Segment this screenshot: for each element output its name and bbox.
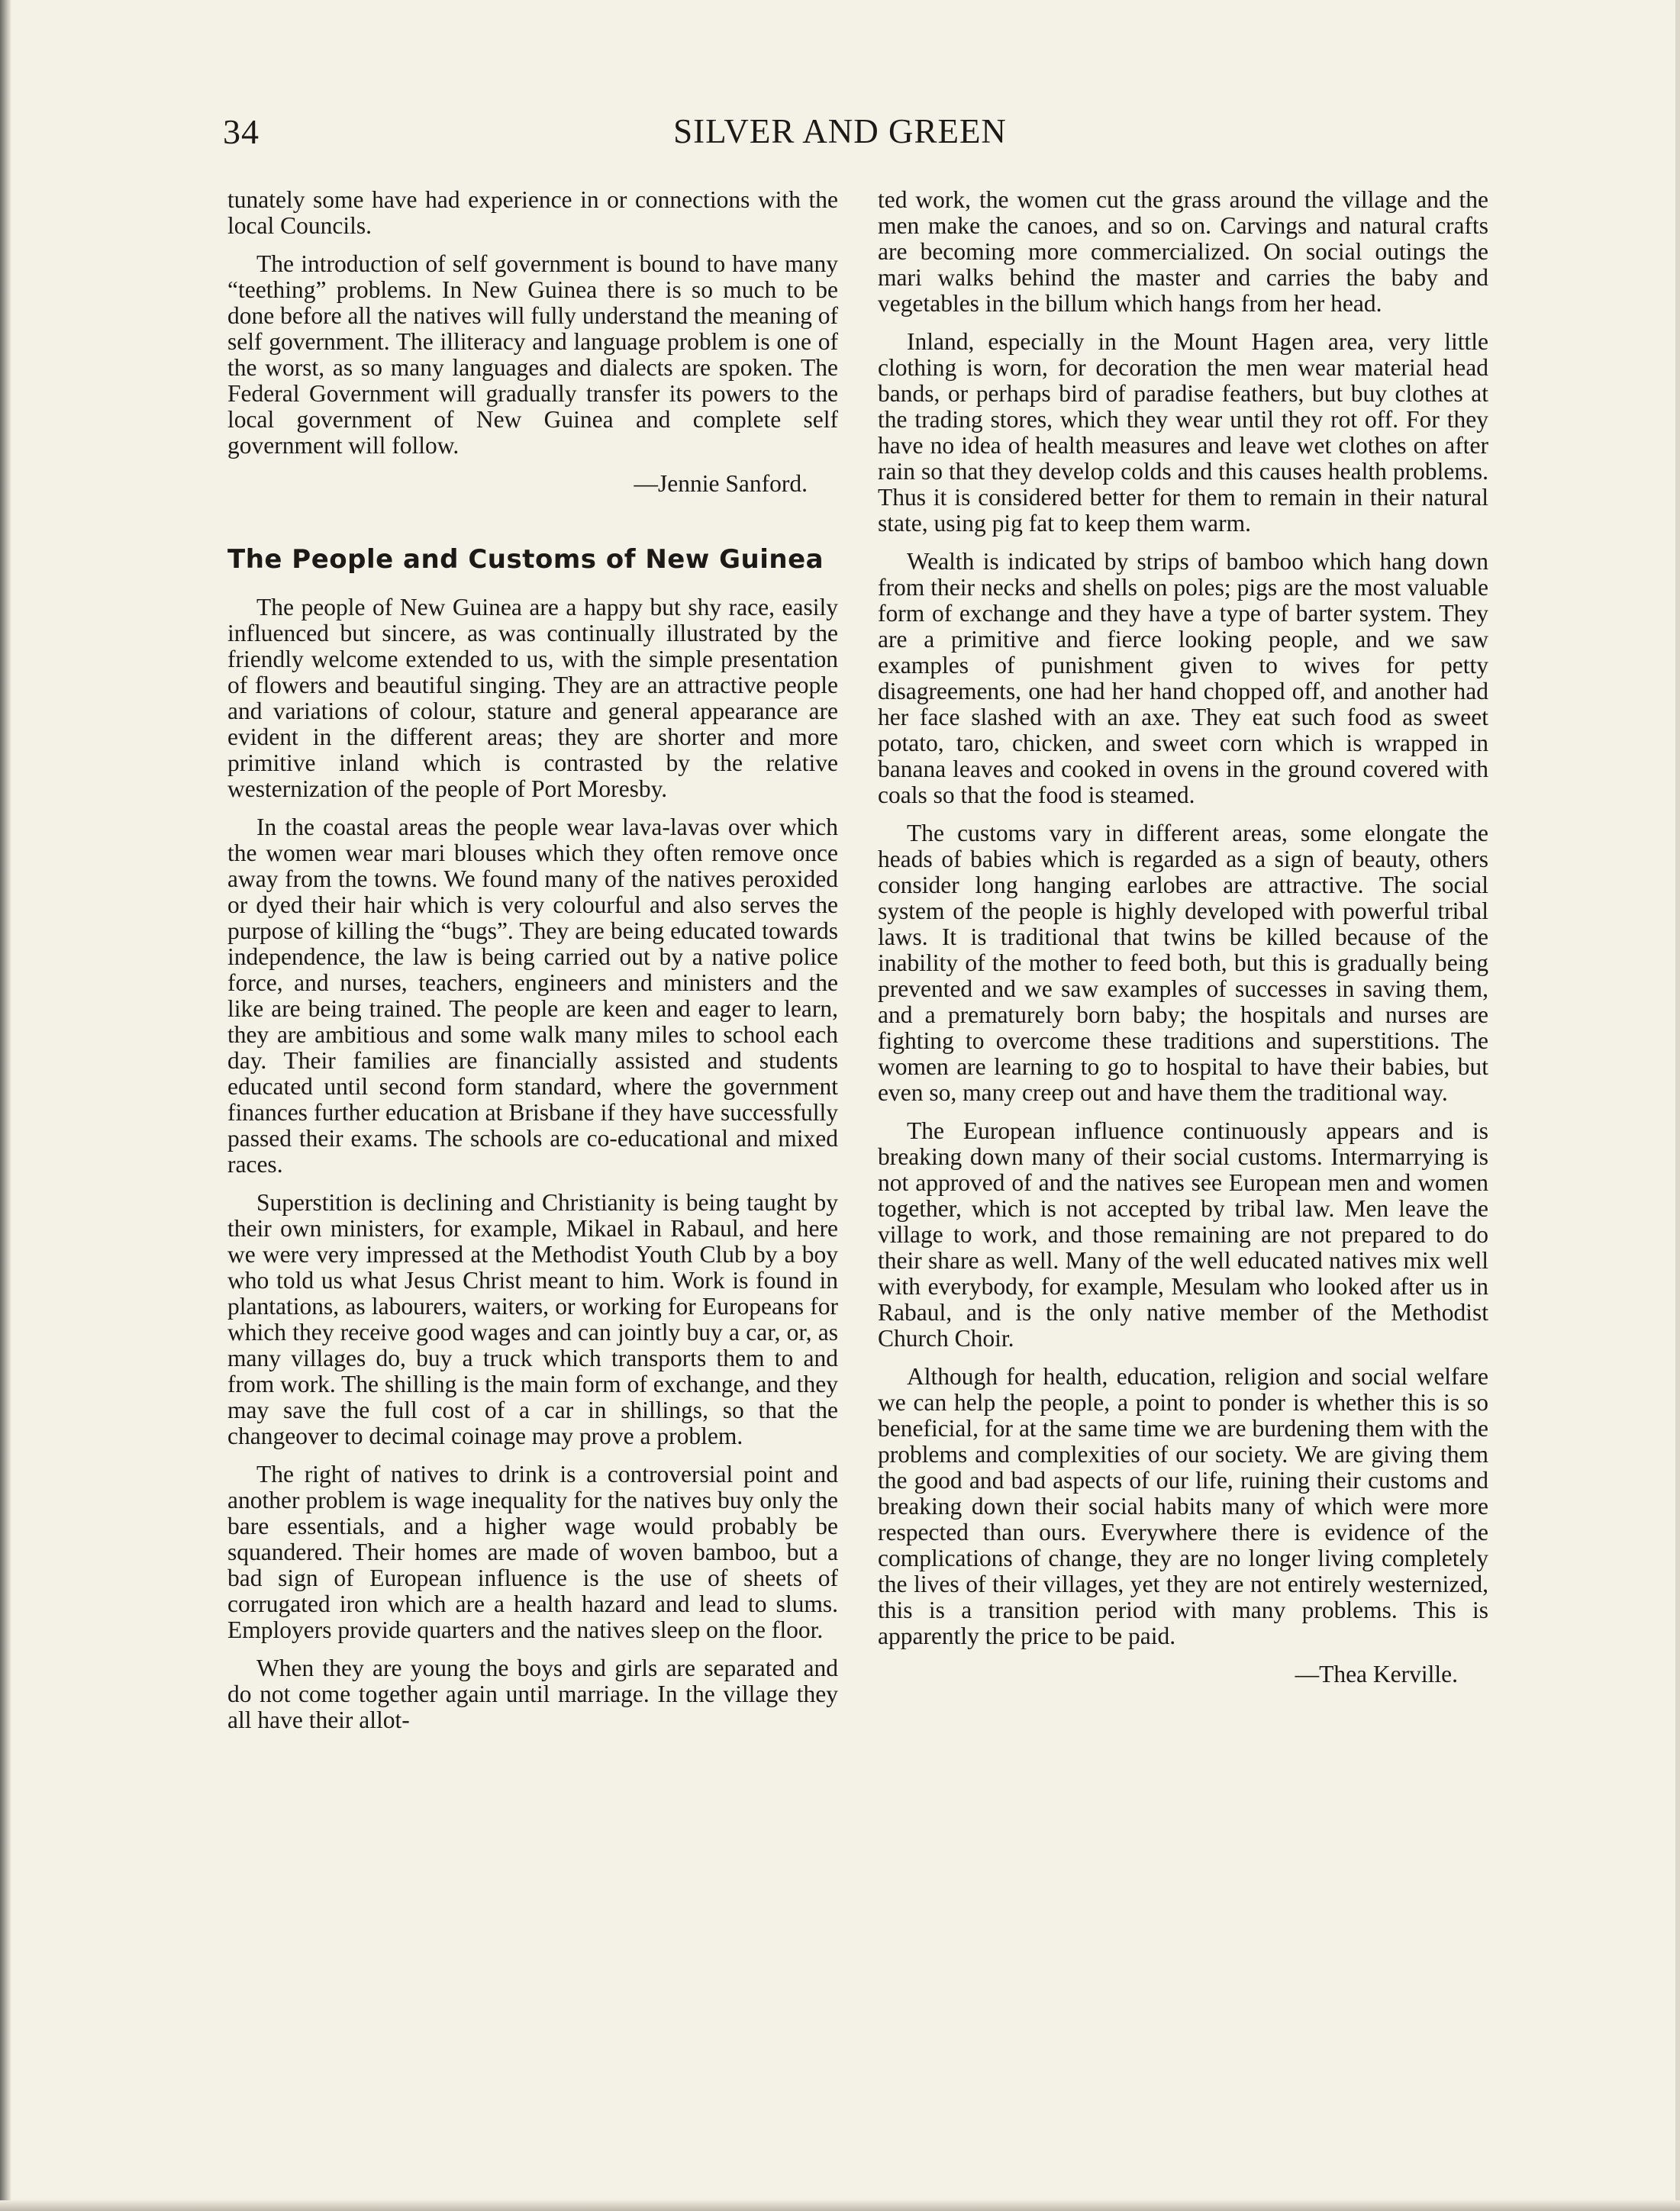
right-column — [878, 187, 1488, 1687]
author-signature: —Thea Kerville. — [1295, 1661, 1458, 1687]
running-title: SILVER AND GREEN — [673, 112, 1007, 150]
paragraph: The European influence continuously appears and is breaking down many of their social customs. Intermarrying is not approved of and the natives see European men and women together, which is not accepted by tribal law. Men leave the village to work, and those remaining are not prepared to do their share as well. Many of the well educated natives mix well with everybody, for example, Mesulam who looked after us in Rabaul, and is the only native member of the Methodist Church Choir. — [878, 1117, 1488, 1352]
paragraph: When they are young the boys and girls are separated and do not come together again until marriage. In the village they all have their allot- — [227, 1655, 838, 1733]
paragraph: Although for health, education, religion and social welfare we can help the people, a point to ponder is whether this is so beneficial, for at the same time we are burdening them with the problems and complexities of our society. We are giving them the good and bad aspects of our life, ruining their customs and breaking down their social habits many of which were more respected than ours. Everywhere there is evidence of the complications of change, they are no longer living completely the lives of their villages, yet they are not entirely westernized, this is a transition period with many problems. This is apparently the price to be paid. — [878, 1363, 1488, 1649]
paragraph: The people of New Guinea are a happy but shy race, easily influenced but sincere, as was continually illustrated by the friendly welcome extended to us, with the simple presentation of flowers and beautiful singing. They are an attractive people and variations of colour, stature and general appearance are evident in the different areas; they are shorter and more primitive inland which is contrasted by the relative westernization of the people of Port Moresby. — [227, 594, 838, 802]
paragraph: Inland, especially in the Mount Hagen area, very little clothing is worn, for decoration the men wear material head bands, or perhaps bird of paradise feathers, but buy clothes at the trading stores, which they wear until they rot off. For they have no idea of health measures and leave wet clothes on after rain so that they develop colds and this causes health problems. Thus it is considered better for them to remain in their natural state, using pig fat to keep them warm. — [878, 328, 1488, 537]
page-number: 34 — [223, 112, 260, 151]
page-edge — [1675, 0, 1680, 2211]
paragraph: Wealth is indicated by strips of bamboo which hang down from their necks and shells on poles; pigs are the most valuable form of exchange and they have a type of barter system. They are a primitive and fierce looking people, and we saw examples of punishment given to wives for petty disagreements, one had her hand chopped off, and another had her face slashed with an axe. They eat such food as sweet potato, taro, chicken, and sweet corn which is wrapped in banana leaves and cooked in ovens in the ground covered with coals so that the food is steamed. — [878, 548, 1488, 808]
paragraph: The introduction of self government is bound to have many “teething” problems. In New Guinea there is so much to be done before all the natives will fully understand the meaning of self government. The illiteracy and language problem is one of the worst, as so many languages and dialects are spoken. The Federal Government will gradually transfer its powers to the local government of New Guinea and complete self government will follow. — [227, 250, 838, 459]
paragraph: The customs vary in different areas, some elongate the heads of babies which is regarded as a sign of beauty, others consider long hanging earlobes are attractive. The social system of the people is highly developed with powerful tribal laws. It is traditional that twins be killed because of the inability of the mother to feed both, but this is gradually being prevented and we saw examples of successes in saving them, and a prematurely born baby; the hospitals and nurses are fighting to overcome these traditions and superstitions. The women are learning to go to hospital to have their babies, but even so, many creep out and have them the traditional way. — [878, 820, 1488, 1106]
page-bottom-edge — [0, 2200, 1680, 2211]
book-spine-shadow — [0, 0, 11, 2211]
paragraph: In the coastal areas the people wear lava-lavas over which the women wear mari blouses which they often remove once away from the towns. We found many of the natives peroxided or dyed their hair which is very colourful and also serves the purpose of killing the “bugs”. They are being educated towards independence, the law is being carried out by a native police force, and nurses, teachers, engineers and ministers and the like are being trained. The people are keen and eager to learn, they are ambitious and some walk many miles to school each day. Their families are financially assisted and students educated until second form standard, where the government finances further education at Brisbane if they have successfully passed their exams. The schools are co-educational and mixed races. — [227, 814, 838, 1178]
paragraph: tunately some have had experience in or connections with the local Councils. — [227, 186, 838, 239]
paragraph: Superstition is declining and Christianity is being taught by their own ministers, for example, Mikael in Rabaul, and here we were very impressed at the Methodist Youth Club by a boy who told us what Jesus Christ meant to him. Work is found in plantations, as labourers, waiters, or working for Europeans for which they receive good wages and can jointly buy a car, or, as many villages do, buy a truck which transports them to and from work. The shilling is the main form of exchange, and they may save the full cost of a car in shillings, so that the changeover to decimal coinage may prove a problem. — [227, 1189, 838, 1449]
article-heading: The People and Customs of New Guinea — [227, 544, 824, 575]
left-column — [227, 187, 838, 1745]
paragraph: ted work, the women cut the grass around the village and the men make the canoes, and so on. Carvings and natural crafts are becoming more commercialized. On social outings the mari walks behind the master and carries the baby and vegetables in the billum which hangs from her head. — [878, 186, 1488, 317]
author-signature: —Jennie Sanford. — [634, 470, 808, 497]
paragraph: The right of natives to drink is a controversial point and another problem is wage inequality for the natives buy only the bare essentials, and a higher wage would probably be squandered. Their homes are made of woven bamboo, but a bad sign of European influence is the use of sheets of corrugated iron which are a health hazard and lead to slums. Employers provide quarters and the natives sleep on the floor. — [227, 1461, 838, 1643]
